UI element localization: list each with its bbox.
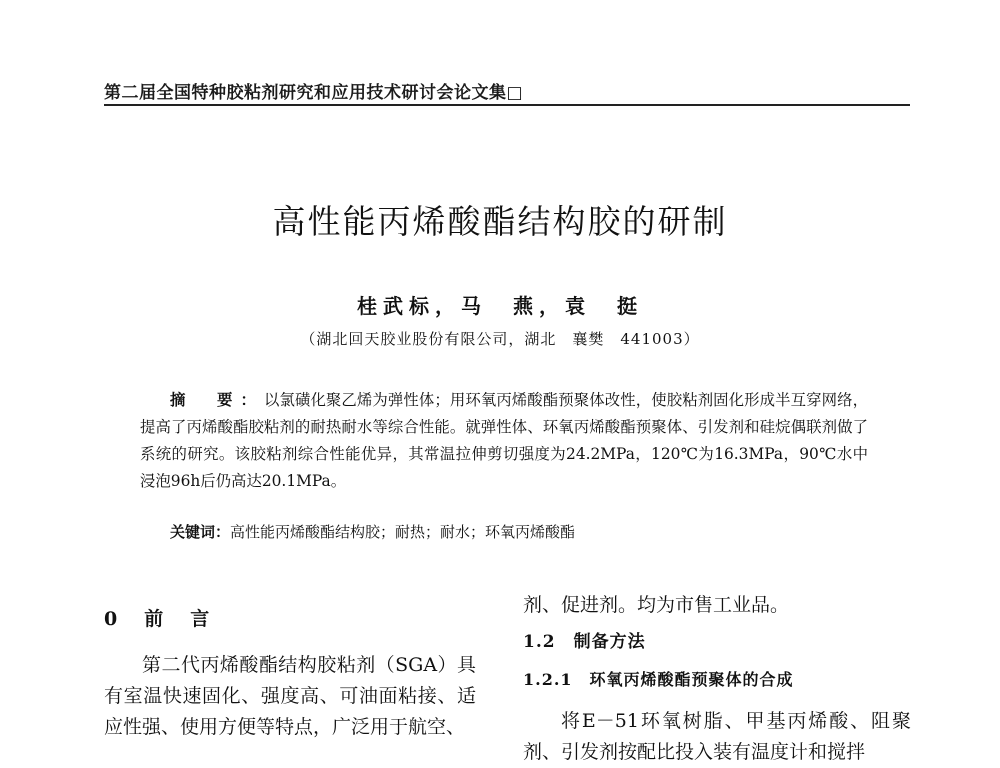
abstract-text: 以氯磺化聚乙烯为弹性体；用环氧丙烯酸酯预聚体改性，使胶粘剂固化形成半互穿网络，提高了丙烯酸酯胶粘剂的耐热耐水等综合性能。就弹性体、环氧丙烯酸酯预聚体、引发剂和硅烷偶联剂做了系统的研究。该胶粘剂综合性能优异，其常温拉伸剪切强度为24.2MPa，120℃为16.3MPa，90℃水中浸泡96h后仍高达20.1MPa。	[140, 391, 868, 490]
abstract-label: 摘 要：	[170, 391, 264, 409]
keywords-label: 关键词：	[170, 523, 231, 541]
proceedings-header: 第二届全国特种胶粘剂研究和应用技术研讨会论文集□	[104, 83, 524, 103]
abstract	[140, 387, 868, 495]
paper-authors: 桂武标，马 燕，袁 挺	[357, 294, 643, 318]
section-heading-intro: 0 前 言	[104, 608, 214, 630]
header-divider	[104, 104, 910, 106]
intro-paragraph	[104, 650, 476, 743]
subsection-heading-preparation: 1.2 制备方法	[523, 632, 646, 652]
keywords-text: 高性能丙烯酸酯结构胶；耐热；耐水；环氧丙烯酸酯	[230, 523, 576, 541]
synthesis-paragraph-text: 将E－51环氧树脂、甲基丙烯酸、阻聚剂、引发剂按配比投入装有温度计和搅拌	[523, 710, 911, 763]
subsubsection-heading-synthesis: 1.2.1 环氧丙烯酸酯预聚体的合成	[523, 670, 794, 689]
keywords	[170, 521, 870, 542]
paper-affiliation: （湖北回天胶业股份有限公司，湖北 襄樊 441003）	[300, 330, 700, 348]
synthesis-paragraph	[523, 706, 911, 768]
paper-title: 高性能丙烯酸酯结构胶的研制	[272, 202, 728, 241]
intro-paragraph-text: 第二代丙烯酸酯结构胶粘剂（SGA）具有室温快速固化、强度高、可油面粘接、适应性强、使用方便等特点，广泛用于航空、	[104, 654, 476, 738]
right-column-line: 剂、促进剂。均为市售工业品。	[523, 594, 790, 616]
